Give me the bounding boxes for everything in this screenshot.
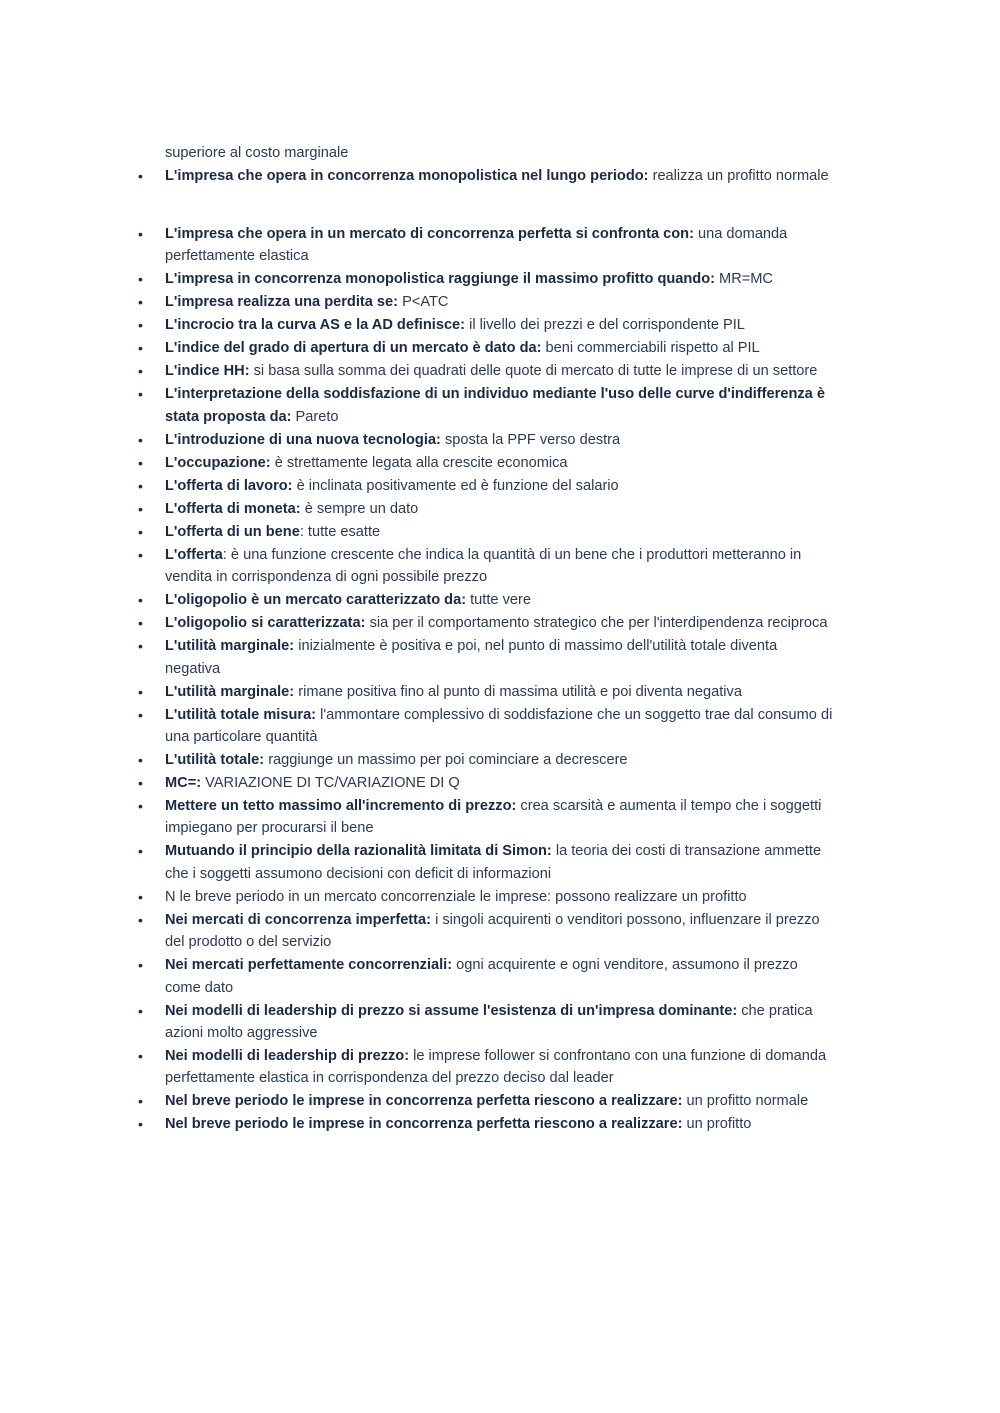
- question-text: L'utilità totale misura:: [165, 706, 317, 723]
- list-item: [138, 314, 835, 336]
- question-text: Nel breve periodo le imprese in concorrenza perfetta riescono a realizzare:: [165, 1093, 683, 1110]
- answer-text: che pratica azioni molto aggressive: [165, 1002, 813, 1042]
- question-text: Nei modelli di leadership di prezzo si assume l'esistenza di un'impresa dominante:: [165, 1002, 738, 1019]
- bullet-icon: •: [138, 1116, 143, 1133]
- question-text: L'oligopolio è un mercato caratterizzato da:: [165, 592, 467, 609]
- question-text: L'impresa che opera in concorrenza monopolistica nel lungo periodo:: [165, 168, 649, 184]
- bullet-icon: •: [138, 638, 143, 655]
- bullet-icon: •: [138, 363, 143, 380]
- bullet-icon: •: [138, 1093, 143, 1110]
- question-text: Mutuando il principio della razionalità limitata di Simon:: [165, 843, 552, 860]
- list-item: [138, 360, 835, 382]
- question-list-1: [138, 165, 835, 187]
- question-text: L'offerta di moneta:: [165, 500, 301, 517]
- answer-text: : tutte esatte: [299, 523, 381, 540]
- bullet-icon: •: [138, 843, 143, 860]
- bullet-icon: •: [138, 1048, 143, 1065]
- bullet-icon: •: [138, 957, 143, 974]
- question-text: L'impresa che opera in un mercato di concorrenza perfetta si confronta con:: [165, 226, 694, 242]
- list-item: [138, 498, 835, 520]
- bullet-icon: •: [138, 226, 143, 242]
- list-item: [138, 589, 835, 611]
- bullet-icon: •: [138, 683, 143, 700]
- list-item: [138, 635, 835, 680]
- answer-text: è strettamente legata alla crescite economica: [270, 454, 568, 471]
- list-item: [138, 165, 835, 187]
- list-item: [138, 909, 835, 954]
- lead-text: [165, 142, 835, 164]
- question-text: Nei mercati perfettamente concorrenziali:: [165, 957, 453, 974]
- list-item: [138, 954, 835, 999]
- question-text: Nei mercati di concorrenza imperfetta:: [165, 911, 432, 928]
- answer-text: P<ATC: [398, 294, 449, 311]
- bullet-icon: •: [138, 615, 143, 632]
- list-item: [138, 1045, 835, 1090]
- question-text: L'occupazione:: [165, 454, 271, 471]
- bullet-icon: •: [138, 752, 143, 769]
- list-item: [138, 681, 835, 703]
- list-item: [138, 795, 835, 840]
- question-text: L'interpretazione della soddisfazione di un individuo mediante l'uso delle curve d'indifferenza è stata proposta da:: [165, 386, 825, 425]
- question-text: L'indice del grado di apertura di un mercato è dato da:: [165, 340, 542, 357]
- answer-text: tutte vere: [466, 592, 531, 609]
- list-item: [138, 223, 835, 268]
- answer-text: l'ammontare complessivo di soddisfazione che un soggetto trae dal consumo di una particolare quantità: [165, 706, 833, 746]
- answer-text: MR=MC: [715, 271, 773, 288]
- list-item: [138, 1113, 835, 1135]
- list-item: [138, 337, 835, 359]
- answer-text: un profitto normale: [682, 1093, 809, 1110]
- answer-text: crea scarsità e aumenta il tempo che i soggetti impiegano per procurarsi il bene: [165, 798, 822, 837]
- list-item: [138, 840, 835, 885]
- answer-text: : è una funzione crescente che indica la quantità di un bene che i produttori metteranno in vendita in corrispondenza di ogni possibile prezzo: [165, 546, 802, 586]
- bullet-icon: •: [138, 523, 143, 540]
- bullet-icon: •: [138, 294, 143, 311]
- answer-text: è inclinata positivamente ed è funzione del salario: [292, 477, 619, 494]
- bullet-icon: •: [138, 911, 143, 928]
- list-item: [138, 383, 835, 428]
- question-text: L'impresa in concorrenza monopolistica raggiunge il massimo profitto quando:: [165, 271, 715, 288]
- list-item: [138, 291, 835, 313]
- question-text: L'oligopolio si caratterizzata:: [165, 615, 366, 632]
- question-text: Nei modelli di leadership di prezzo:: [165, 1048, 410, 1065]
- question-text: L'indice HH:: [165, 363, 250, 380]
- list-item: [138, 544, 835, 589]
- bullet-icon: •: [138, 317, 143, 334]
- list-item: [138, 704, 835, 749]
- question-text: L'utilità marginale:: [165, 683, 295, 700]
- bullet-icon: •: [138, 168, 143, 184]
- answer-text: un profitto: [682, 1116, 752, 1133]
- question-list-2: [138, 223, 835, 1136]
- bullet-icon: •: [138, 477, 143, 494]
- answer-text: sia per il comportamento strategico che per l'interdipendenza reciproca: [365, 615, 828, 632]
- list-item: [138, 886, 835, 908]
- bullet-icon: •: [138, 592, 143, 609]
- bullet-icon: •: [138, 386, 143, 403]
- answer-text: ogni acquirente e ogni venditore, assumono il prezzo come dato: [165, 957, 798, 996]
- bullet-icon: •: [138, 888, 143, 905]
- spacer: [165, 188, 835, 223]
- lead-line: superiore al costo marginale: [165, 145, 349, 161]
- question-text: L'incrocio tra la curva AS e la AD definisce:: [165, 317, 466, 334]
- answer-text: beni commerciabili rispetto al PIL: [541, 340, 760, 357]
- answer-text: il livello dei prezzi e del corrispondente PIL: [465, 317, 745, 334]
- bullet-icon: •: [138, 431, 143, 448]
- answer-text: sposta la PPF verso destra: [440, 431, 621, 448]
- question-text: L'offerta: [165, 546, 223, 563]
- answer-text: VARIAZIONE DI TC/VARIAZIONE DI Q: [201, 775, 460, 792]
- answer-text: è sempre un dato: [300, 500, 419, 517]
- list-item: [138, 475, 835, 497]
- bullet-icon: •: [138, 775, 143, 792]
- list-item: [138, 1000, 835, 1045]
- bullet-icon: •: [138, 271, 143, 288]
- list-item: [138, 452, 835, 474]
- question-text: L'offerta di lavoro:: [165, 477, 293, 494]
- bullet-icon: •: [138, 454, 143, 471]
- question-text: L'utilità marginale:: [165, 638, 295, 655]
- answer-text: Pareto: [291, 408, 339, 425]
- answer-text: una domanda perfettamente elastica: [165, 226, 788, 265]
- answer-text: rimane positiva fino al punto di massima utilità e poi diventa negativa: [294, 683, 742, 700]
- answer-text: si basa sulla somma dei quadrati delle quote di mercato di tutte le imprese di un settore: [249, 363, 818, 380]
- bullet-icon: •: [138, 340, 143, 357]
- question-text: MC=:: [165, 775, 202, 792]
- answer-text: le imprese follower si confrontano con una funzione di domanda perfettamente elastica in corrispondenza del prezzo deciso dal leader: [165, 1048, 827, 1087]
- document-content: [138, 142, 835, 1136]
- question-text: L'utilità totale:: [165, 752, 265, 769]
- question-text: Mettere un tetto massimo all'incremento di prezzo:: [165, 798, 517, 815]
- bullet-icon: •: [138, 500, 143, 517]
- question-text: Nel breve periodo le imprese in concorrenza perfetta riescono a realizzare:: [165, 1116, 683, 1133]
- question-text: L'offerta di un bene: [165, 523, 300, 540]
- list-item: [138, 612, 835, 634]
- list-item: [138, 268, 835, 290]
- bullet-icon: •: [138, 546, 143, 563]
- answer-text: raggiunge un massimo per poi cominciare a decrescere: [264, 752, 628, 769]
- list-item: [138, 521, 835, 543]
- question-text: L'impresa realizza una perdita se:: [165, 294, 399, 311]
- list-item: [138, 429, 835, 451]
- list-item: [138, 749, 835, 771]
- bullet-icon: •: [138, 706, 143, 723]
- question-text: L'introduzione di una nuova tecnologia:: [165, 431, 441, 448]
- answer-text: realizza un profitto normale: [648, 168, 829, 184]
- answer-text: la teoria dei costi di transazione ammette che i soggetti assumono decisioni con deficit di informazioni: [165, 843, 822, 882]
- answer-text: inizialmente è positiva e poi, nel punto di massimo dell'utilità totale diventa negativa: [165, 638, 778, 677]
- list-item: [138, 772, 835, 794]
- bullet-icon: •: [138, 798, 143, 815]
- answer-text: N le breve periodo in un mercato concorrenziale le imprese: possono realizzare un profitto: [165, 888, 747, 905]
- bullet-icon: •: [138, 1002, 143, 1019]
- list-item: [138, 1090, 835, 1112]
- answer-text: i singoli acquirenti o venditori possono, influenzare il prezzo del prodotto o del servizio: [165, 911, 820, 951]
